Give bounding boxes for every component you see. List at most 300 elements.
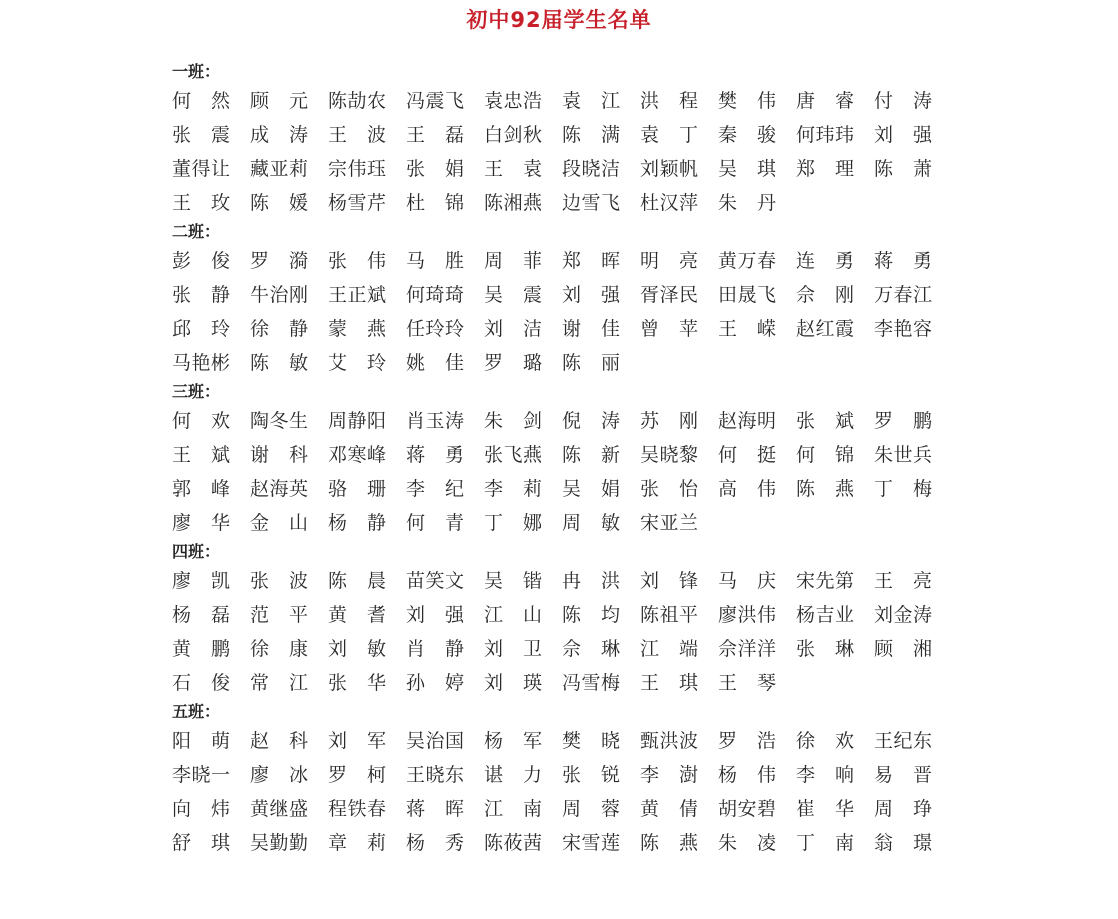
student-name <box>484 152 562 186</box>
student-name-text: 段晓洁 <box>562 158 620 180</box>
student-name <box>172 792 250 826</box>
student-name <box>172 826 250 860</box>
student-name-text: 董得让 <box>172 158 230 180</box>
student-name <box>562 438 640 472</box>
student-name-text: 明 亮 <box>640 250 698 272</box>
student-name-text: 周 敏 <box>562 512 620 534</box>
student-name-text: 丁 娜 <box>484 512 542 534</box>
student-name <box>172 118 250 152</box>
student-name <box>640 598 718 632</box>
student-name <box>562 506 640 540</box>
student-name <box>328 346 406 380</box>
student-name <box>874 84 952 118</box>
student-name <box>640 632 718 666</box>
student-name-text: 李 响 <box>796 764 854 786</box>
class-section <box>172 540 952 700</box>
student-name-text: 石 俊 <box>172 672 230 694</box>
class-section <box>172 60 952 220</box>
student-name <box>484 724 562 758</box>
student-name <box>328 826 406 860</box>
student-name-text: 谌 力 <box>484 764 542 786</box>
student-name-text: 李晓一 <box>172 764 230 786</box>
student-name-text: 赵 科 <box>250 730 308 752</box>
student-name <box>796 118 874 152</box>
student-name <box>718 758 796 792</box>
student-name <box>718 278 796 312</box>
student-name <box>718 724 796 758</box>
student-name <box>874 758 952 792</box>
student-name <box>406 666 484 700</box>
student-name-text: 田晟飞 <box>718 284 776 306</box>
student-name <box>562 792 640 826</box>
student-name-text: 刘金涛 <box>874 604 932 626</box>
student-name <box>250 404 328 438</box>
name-row <box>172 598 952 632</box>
student-name <box>250 724 328 758</box>
student-name-text: 黄 倩 <box>640 798 698 820</box>
student-name-text: 舒 琪 <box>172 832 230 854</box>
student-name-text: 张 伟 <box>328 250 386 272</box>
student-name <box>172 152 250 186</box>
student-name-text: 杨 磊 <box>172 604 230 626</box>
student-name <box>718 118 796 152</box>
student-name-text: 曾 苹 <box>640 318 698 340</box>
student-name-text: 王 磊 <box>406 124 464 146</box>
student-name <box>172 278 250 312</box>
student-name-text: 何 然 <box>172 90 230 112</box>
student-name-text: 翁 璟 <box>874 832 932 854</box>
student-name <box>172 724 250 758</box>
student-name-text: 唐 睿 <box>796 90 854 112</box>
student-name-text: 邓寒峰 <box>328 444 386 466</box>
student-name-text: 蒋 勇 <box>406 444 464 466</box>
student-name-text: 苗笑文 <box>406 570 464 592</box>
student-name-text: 张 琳 <box>796 638 854 660</box>
student-name <box>874 598 952 632</box>
student-name-text: 马 胜 <box>406 250 464 272</box>
student-name-text: 黄 耆 <box>328 604 386 626</box>
student-name <box>640 84 718 118</box>
student-name <box>562 346 640 380</box>
student-name-text: 章 莉 <box>328 832 386 854</box>
student-name <box>250 84 328 118</box>
student-name <box>484 84 562 118</box>
student-name <box>640 152 718 186</box>
student-name <box>874 244 952 278</box>
student-name-text: 丁 梅 <box>874 478 932 500</box>
student-name-text: 宋亚兰 <box>640 512 698 534</box>
class-label: 三班： <box>172 382 221 401</box>
student-name-text: 王纪东 <box>874 730 932 752</box>
student-name-text: 吴勤勤 <box>250 832 308 854</box>
class-section <box>172 700 952 860</box>
student-name-text: 廖 冰 <box>250 764 308 786</box>
student-name-text: 刘 强 <box>406 604 464 626</box>
student-name-text: 袁忠浩 <box>484 90 542 112</box>
student-name-text: 刘 敏 <box>328 638 386 660</box>
student-name-text: 宋雪莲 <box>562 832 620 854</box>
student-name-text: 顾 元 <box>250 90 308 112</box>
student-name-text: 边雪飞 <box>562 192 620 214</box>
student-name <box>250 472 328 506</box>
class-label: 五班： <box>172 702 221 721</box>
student-name-text: 高 伟 <box>718 478 776 500</box>
student-name-text: 佘洋洋 <box>718 638 776 660</box>
student-name <box>484 312 562 346</box>
student-name <box>328 312 406 346</box>
student-name-text: 陈 晨 <box>328 570 386 592</box>
student-name <box>328 152 406 186</box>
student-name-text: 杨 伟 <box>718 764 776 786</box>
name-row <box>172 632 952 666</box>
student-name-text: 陈湘燕 <box>484 192 542 214</box>
student-name <box>328 758 406 792</box>
student-name-text: 刘 卫 <box>484 638 542 660</box>
name-row <box>172 472 952 506</box>
student-name <box>796 792 874 826</box>
student-name <box>250 346 328 380</box>
student-name-text: 樊 伟 <box>718 90 776 112</box>
student-name-text: 陈 均 <box>562 604 620 626</box>
student-name-text: 秦 骏 <box>718 124 776 146</box>
name-row <box>172 506 952 540</box>
student-name-text: 王晓东 <box>406 764 464 786</box>
student-name-text: 罗 鹏 <box>874 410 932 432</box>
student-name-text: 何 挺 <box>718 444 776 466</box>
student-name <box>796 724 874 758</box>
student-name <box>406 84 484 118</box>
student-name-text: 范 平 <box>250 604 308 626</box>
student-name-text: 张 锐 <box>562 764 620 786</box>
student-name-text: 肖玉涛 <box>406 410 464 432</box>
student-name <box>874 438 952 472</box>
student-name <box>250 826 328 860</box>
student-name-text: 李 纪 <box>406 478 464 500</box>
student-name-text: 成 涛 <box>250 124 308 146</box>
student-name <box>796 758 874 792</box>
name-row <box>172 666 952 700</box>
student-name <box>250 186 328 220</box>
student-name-text: 蒙 燕 <box>328 318 386 340</box>
student-name <box>640 472 718 506</box>
student-name <box>250 506 328 540</box>
student-name-text: 刘 强 <box>874 124 932 146</box>
student-name-text: 朱 丹 <box>718 192 776 214</box>
student-name <box>328 118 406 152</box>
student-name-text: 张 娟 <box>406 158 464 180</box>
student-name <box>484 404 562 438</box>
student-name <box>250 118 328 152</box>
student-name <box>484 506 562 540</box>
student-name-text: 赵海明 <box>718 410 776 432</box>
student-name <box>484 244 562 278</box>
student-name <box>172 632 250 666</box>
student-name <box>874 826 952 860</box>
student-name <box>406 792 484 826</box>
student-name-text: 彭 俊 <box>172 250 230 272</box>
student-name-text: 胥泽民 <box>640 284 698 306</box>
student-name-text: 程铁春 <box>328 798 386 820</box>
student-name <box>406 152 484 186</box>
student-name-text: 陈 满 <box>562 124 620 146</box>
student-name-text: 常 江 <box>250 672 308 694</box>
student-name <box>718 564 796 598</box>
student-name-text: 吴 震 <box>484 284 542 306</box>
student-name <box>250 598 328 632</box>
student-name-text: 廖 华 <box>172 512 230 534</box>
student-name <box>328 564 406 598</box>
student-name <box>562 186 640 220</box>
student-name <box>874 312 952 346</box>
student-name-text: 佘 刚 <box>796 284 854 306</box>
student-name-text: 郑 晖 <box>562 250 620 272</box>
student-name-text: 马艳彬 <box>172 352 230 374</box>
student-name <box>640 278 718 312</box>
student-name-text: 杨吉业 <box>796 604 854 626</box>
student-name-text: 周 琤 <box>874 798 932 820</box>
student-name-text: 姚 佳 <box>406 352 464 374</box>
student-name <box>874 724 952 758</box>
student-name-text: 牛治刚 <box>250 284 308 306</box>
student-name-text: 吴 琪 <box>718 158 776 180</box>
student-name <box>484 758 562 792</box>
student-name <box>718 186 796 220</box>
student-name-text: 王 波 <box>328 124 386 146</box>
student-name-text: 吴 锴 <box>484 570 542 592</box>
student-name <box>796 152 874 186</box>
student-name <box>406 826 484 860</box>
student-name <box>718 792 796 826</box>
student-name <box>640 244 718 278</box>
student-name <box>484 472 562 506</box>
student-name <box>328 792 406 826</box>
student-name <box>718 84 796 118</box>
name-row <box>172 118 952 152</box>
student-name-text: 袁 江 <box>562 90 620 112</box>
name-row <box>172 152 952 186</box>
student-name-text: 艾 玲 <box>328 352 386 374</box>
name-row <box>172 438 952 472</box>
student-name <box>796 84 874 118</box>
student-name <box>250 152 328 186</box>
student-name <box>328 84 406 118</box>
student-name-text: 樊 晓 <box>562 730 620 752</box>
student-name-text: 何琦琦 <box>406 284 464 306</box>
student-name <box>562 244 640 278</box>
student-name-text: 何 青 <box>406 512 464 534</box>
page-title: 初中92届学生名单 <box>466 8 652 32</box>
student-name-text: 陈 萧 <box>874 158 932 180</box>
student-name <box>562 632 640 666</box>
student-name-text: 杨 军 <box>484 730 542 752</box>
student-name <box>796 438 874 472</box>
student-name <box>172 506 250 540</box>
student-name <box>484 118 562 152</box>
student-name-text: 杨雪芹 <box>328 192 386 214</box>
student-name <box>484 564 562 598</box>
student-name <box>172 666 250 700</box>
student-name <box>562 826 640 860</box>
student-name <box>874 404 952 438</box>
student-name-text: 张 华 <box>328 672 386 694</box>
student-name <box>172 472 250 506</box>
student-name <box>718 826 796 860</box>
student-name <box>172 312 250 346</box>
student-name-text: 骆 珊 <box>328 478 386 500</box>
class-roster <box>172 60 952 860</box>
student-name <box>328 724 406 758</box>
student-name-text: 张 波 <box>250 570 308 592</box>
name-row <box>172 346 952 380</box>
student-name <box>484 278 562 312</box>
student-name-text: 万春江 <box>874 284 932 306</box>
student-name-text: 江 端 <box>640 638 698 660</box>
student-name-text: 刘 强 <box>562 284 620 306</box>
student-name-text: 陈 敏 <box>250 352 308 374</box>
student-name-text: 廖 凯 <box>172 570 230 592</box>
student-name-text: 吴 娟 <box>562 478 620 500</box>
student-name <box>874 632 952 666</box>
student-name <box>640 438 718 472</box>
student-name-text: 苏 刚 <box>640 410 698 432</box>
student-name <box>484 792 562 826</box>
name-row <box>172 792 952 826</box>
student-name <box>874 472 952 506</box>
student-name <box>718 312 796 346</box>
student-name-text: 任玲玲 <box>406 318 464 340</box>
student-name-text: 朱世兵 <box>874 444 932 466</box>
student-name <box>328 404 406 438</box>
student-name <box>328 598 406 632</box>
student-name <box>172 758 250 792</box>
student-name <box>640 758 718 792</box>
student-name-text: 徐 欢 <box>796 730 854 752</box>
student-name <box>640 312 718 346</box>
student-name <box>250 278 328 312</box>
name-row <box>172 278 952 312</box>
student-name-text: 王正斌 <box>328 284 386 306</box>
student-name <box>406 598 484 632</box>
student-name <box>406 118 484 152</box>
student-name-text: 江 山 <box>484 604 542 626</box>
student-name <box>874 152 952 186</box>
student-name <box>718 632 796 666</box>
student-name <box>250 312 328 346</box>
student-name <box>484 598 562 632</box>
student-name-text: 何玮玮 <box>796 124 854 146</box>
student-name <box>250 792 328 826</box>
student-name-text: 何 欢 <box>172 410 230 432</box>
student-name <box>640 118 718 152</box>
class-section <box>172 380 952 540</box>
student-name <box>172 346 250 380</box>
student-name <box>406 632 484 666</box>
student-name <box>640 506 718 540</box>
student-name-text: 陈劼农 <box>328 90 386 112</box>
student-name <box>874 278 952 312</box>
student-name <box>484 186 562 220</box>
name-row <box>172 758 952 792</box>
student-name <box>406 312 484 346</box>
name-row <box>172 312 952 346</box>
student-name-text: 马 庆 <box>718 570 776 592</box>
student-name <box>640 724 718 758</box>
student-name-text: 藏亚莉 <box>250 158 308 180</box>
student-name <box>406 186 484 220</box>
student-name-text: 陈莜茜 <box>484 832 542 854</box>
student-name <box>718 472 796 506</box>
student-name <box>796 826 874 860</box>
student-name <box>328 186 406 220</box>
student-name <box>796 564 874 598</box>
student-name-text: 张 静 <box>172 284 230 306</box>
student-name <box>172 244 250 278</box>
student-name-text: 刘 洁 <box>484 318 542 340</box>
student-name-text: 倪 涛 <box>562 410 620 432</box>
name-row <box>172 186 952 220</box>
student-name-text: 洪 程 <box>640 90 698 112</box>
student-name <box>796 278 874 312</box>
student-name-text: 罗 浩 <box>718 730 776 752</box>
student-name-text: 宗伟珏 <box>328 158 386 180</box>
student-name <box>562 404 640 438</box>
student-name <box>328 472 406 506</box>
student-name-text: 孙 婷 <box>406 672 464 694</box>
student-name-text: 罗 璐 <box>484 352 542 374</box>
student-name <box>562 152 640 186</box>
student-name-text: 顾 湘 <box>874 638 932 660</box>
student-name <box>562 278 640 312</box>
name-row <box>172 84 952 118</box>
student-name-text: 刘 瑛 <box>484 672 542 694</box>
student-name <box>406 404 484 438</box>
student-name <box>718 598 796 632</box>
student-name-text: 丁 南 <box>796 832 854 854</box>
student-name <box>718 404 796 438</box>
student-name <box>250 438 328 472</box>
student-name-text: 冯震飞 <box>406 90 464 112</box>
student-name <box>406 346 484 380</box>
student-name-text: 王 袁 <box>484 158 542 180</box>
student-name <box>640 564 718 598</box>
student-name <box>250 564 328 598</box>
student-name <box>562 84 640 118</box>
student-name-text: 谢 科 <box>250 444 308 466</box>
student-name-text: 王 玫 <box>172 192 230 214</box>
student-name <box>640 826 718 860</box>
student-name <box>562 666 640 700</box>
student-name <box>172 186 250 220</box>
student-name <box>406 506 484 540</box>
student-name <box>406 758 484 792</box>
student-name-text: 李 莉 <box>484 478 542 500</box>
student-name-text: 朱 剑 <box>484 410 542 432</box>
name-row <box>172 826 952 860</box>
student-name-text: 吴治国 <box>406 730 464 752</box>
student-name-text: 黄继盛 <box>250 798 308 820</box>
student-name-text: 杨 秀 <box>406 832 464 854</box>
student-name <box>172 438 250 472</box>
student-name-text: 徐 康 <box>250 638 308 660</box>
student-name <box>796 312 874 346</box>
student-name <box>640 666 718 700</box>
student-name <box>562 758 640 792</box>
student-name-text: 罗 柯 <box>328 764 386 786</box>
student-name <box>562 564 640 598</box>
student-name-text: 付 涛 <box>874 90 932 112</box>
class-section <box>172 220 952 380</box>
student-name-text: 张 怡 <box>640 478 698 500</box>
